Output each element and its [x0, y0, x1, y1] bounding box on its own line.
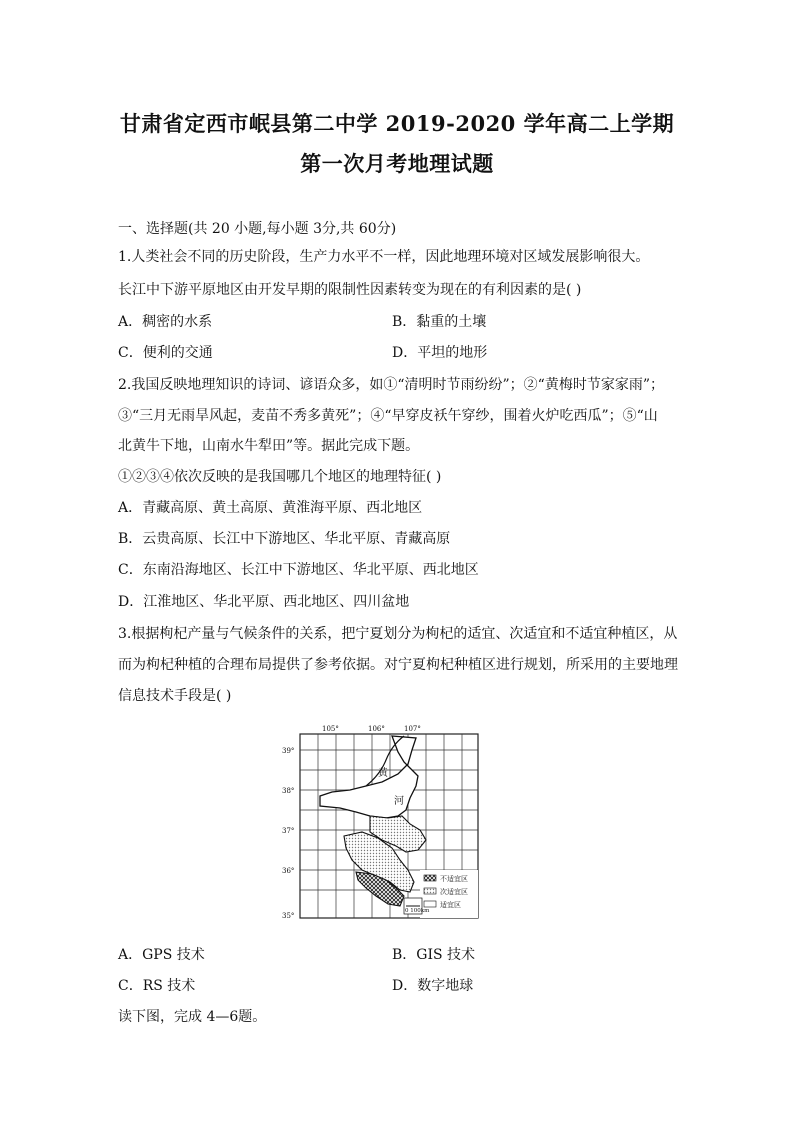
q1-option-b: B．黏重的土壤 — [392, 314, 487, 330]
q3-option-b: B．GIS 技术 — [392, 947, 476, 963]
q2-option-d: D．江淮地区、华北平原、西北地区、四川盆地 — [118, 594, 410, 610]
legend-swatch-secondary — [424, 888, 436, 894]
ningxia-goji-map — [270, 720, 530, 928]
lat-label-35: 35° — [282, 912, 295, 920]
q3-stem-line1: 3.根据枸杞产量与气候条件的关系，把宁夏划分为枸杞的适宜、次适宜和不适宜种植区，从 — [118, 626, 678, 642]
q1-option-d: D．平坦的地形 — [392, 345, 488, 361]
q1-option-a: A．稠密的水系 — [118, 314, 213, 330]
legend-label-unsuitable: 不适宜区 — [440, 875, 468, 883]
section-heading: 一、选择题(共 20 小题,每小题 3分,共 60分) — [118, 221, 397, 237]
page-title-line2: 第一次月考地理试题 — [300, 151, 494, 176]
lon-label-107: 107° — [404, 725, 421, 733]
lon-label-106: 106° — [368, 725, 385, 733]
q2-question: ①②③④依次反映的是我国哪几个地区的地理特征( ) — [118, 469, 442, 485]
q1-option-c: C．便利的交通 — [118, 345, 213, 361]
q2-stem-line2: ③“三月无雨旱风起，麦苗不秀多黄死”；④“早穿皮袄午穿纱，围着火炉吃西瓜”；⑤“山 — [118, 408, 658, 424]
q2-option-a: A．青藏高原、黄土高原、黄淮海平原、西北地区 — [118, 500, 423, 516]
q2-option-b: B．云贵高原、长江中下游地区、华北平原、青藏高原 — [118, 531, 451, 547]
q3-option-d: D．数字地球 — [392, 978, 474, 994]
lat-label-38: 38° — [282, 787, 295, 795]
lat-label-36: 36° — [282, 867, 295, 875]
river-label-1: 黄 — [378, 768, 388, 779]
lat-label-37: 37° — [282, 827, 295, 835]
q1-stem-line2: 长江中下游平原地区由开发早期的限制性因素转变为现在的有利因素的是( ) — [118, 282, 582, 298]
q3-option-c: C．RS 技术 — [118, 978, 196, 994]
lat-label-39: 39° — [282, 747, 295, 755]
legend-swatch-suitable — [424, 901, 436, 907]
page-title-line1: 甘肃省定西市岷县第二中学 2019-2020 学年高二上学期 — [119, 111, 675, 136]
legend-label-suitable: 适宜区 — [440, 901, 461, 909]
q3-option-a: A．GPS 技术 — [118, 947, 205, 963]
scale-label: 0 100km — [405, 908, 430, 914]
river-label-2: 河 — [394, 796, 404, 807]
q2-option-c: C．东南沿海地区、长江中下游地区、华北平原、西北地区 — [118, 562, 479, 578]
q2-stem-line3: 北黄牛下地，山南水牛犁田”等。据此完成下题。 — [118, 438, 420, 454]
q1-stem-line1: 1.人类社会不同的历史阶段，生产力水平不一样，因此地理环境对区域发展影响很大。 — [118, 249, 650, 265]
legend-swatch-unsuitable — [424, 875, 436, 881]
legend-label-secondary: 次适宜区 — [440, 888, 468, 896]
q3-stem-line3: 信息技术手段是( ) — [118, 688, 232, 704]
read-figure-instruction: 读下图，完成 4—6题。 — [118, 1009, 267, 1025]
q2-stem-line1: 2.我国反映地理知识的诗词、谚语众多，如①“清明时节雨纷纷”；②“黄梅时节家家雨”； — [118, 377, 664, 393]
q3-stem-line2: 而为枸杞种植的合理布局提供了参考依据。对宁夏枸杞种植区进行规划，所采用的主要地理 — [118, 657, 678, 673]
lon-label-105: 105° — [322, 725, 339, 733]
